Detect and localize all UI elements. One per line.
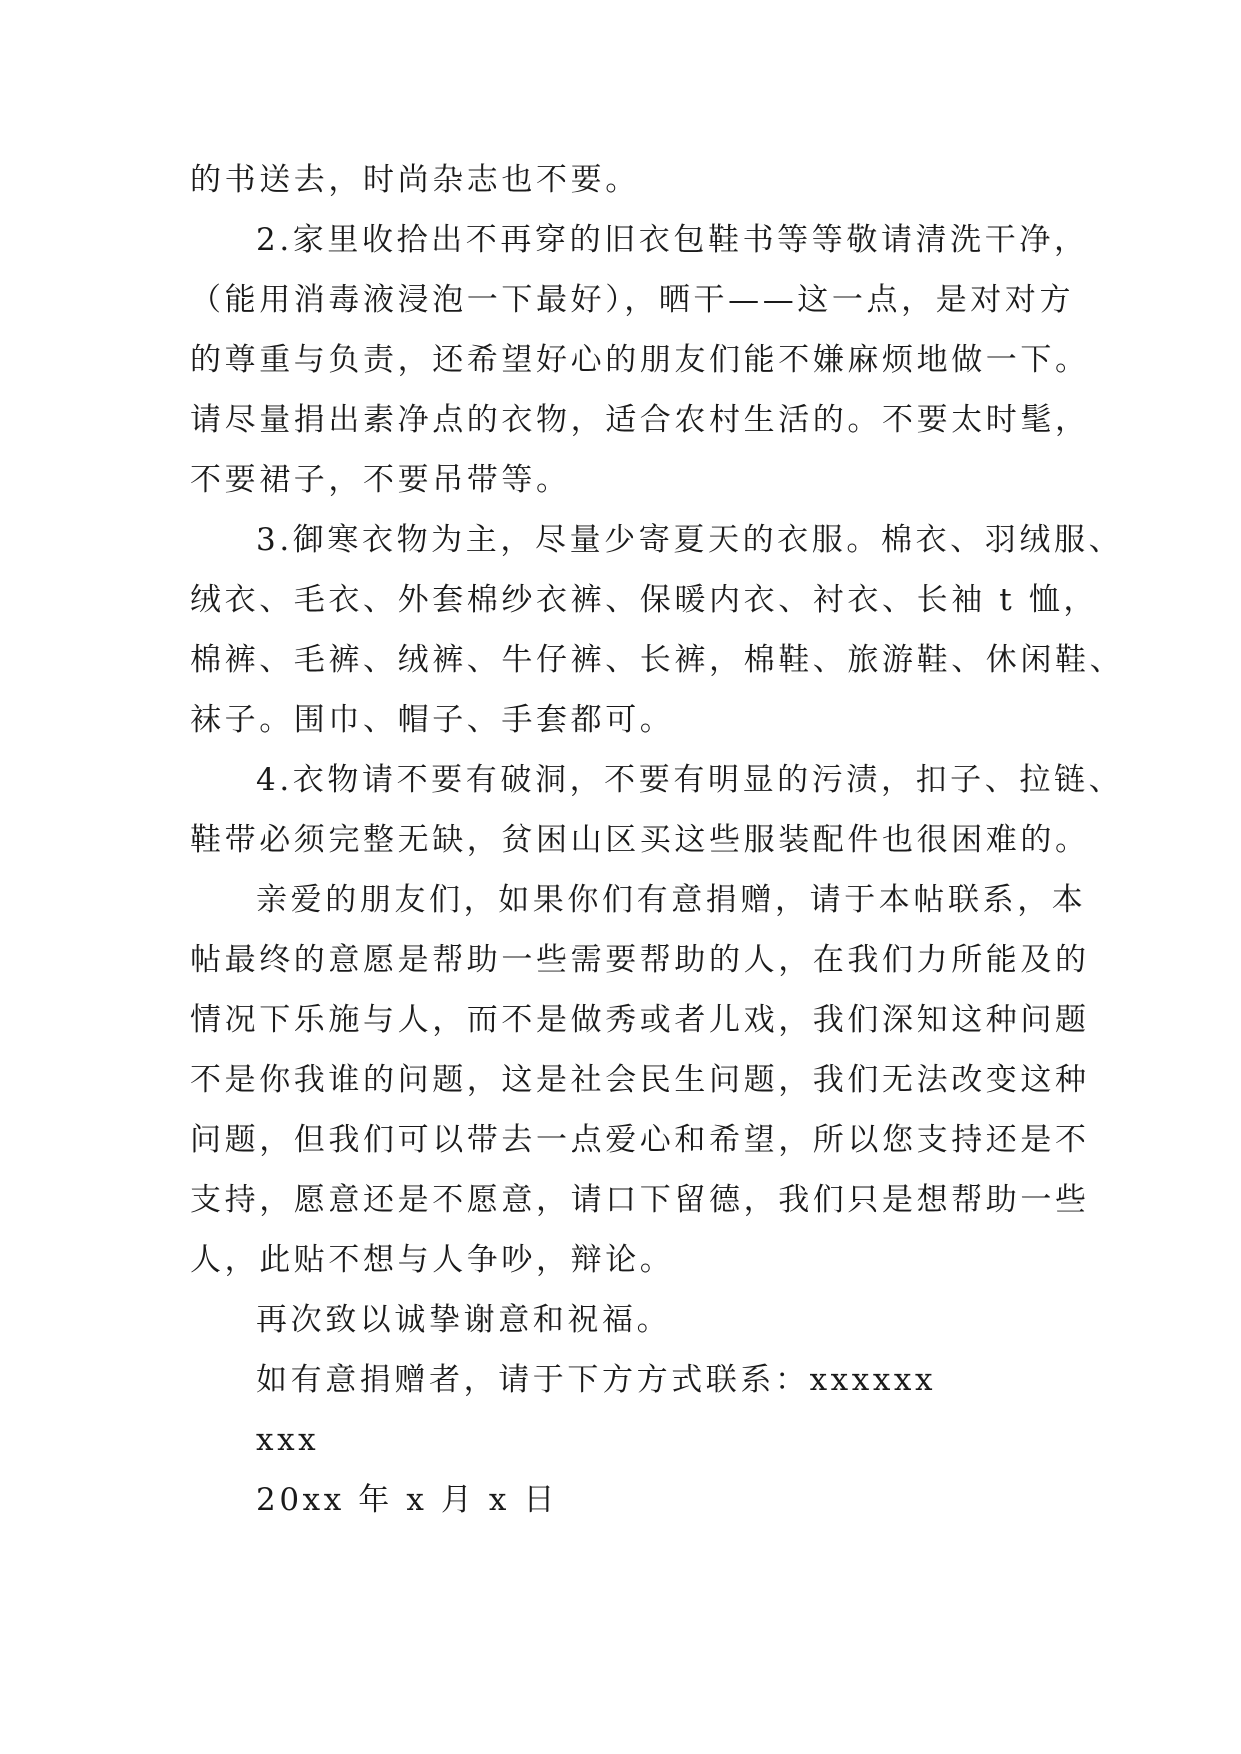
contact-line: 如有意捐赠者，请于下方方式联系：xxxxxx <box>256 1362 937 1398</box>
text-line: 人，此贴不想与人争吵，辩论。 <box>190 1242 675 1278</box>
text-line: 袜子。围巾、帽子、手套都可。 <box>190 702 675 738</box>
thanks-line: 再次致以诚挚谢意和祝福。 <box>256 1302 672 1338</box>
text-line: 情况下乐施与人，而不是做秀或者儿戏，我们深知这种问题 <box>190 1002 1090 1038</box>
text-line: 请尽量捐出素净点的衣物，适合农村生活的。不要太时髦， <box>190 402 1090 438</box>
text-line: 棉裤、毛裤、绒裤、牛仔裤、长裤，棉鞋、旅游鞋、休闲鞋、 <box>190 642 1125 678</box>
text-line: 的尊重与负责，还希望好心的朋友们能不嫌麻烦地做一下。 <box>190 342 1090 378</box>
signature-name: xxx <box>256 1422 320 1458</box>
text-line: 问题，但我们可以带去一点爱心和希望，所以您支持还是不 <box>190 1122 1090 1158</box>
list-item-4: 4.衣物请不要有破洞，不要有明显的污渍，扣子、拉链、 <box>256 762 1124 798</box>
text-line: （能用消毒液浸泡一下最好），晒干——这一点，是对对方 <box>190 282 1075 318</box>
text-line: 绒衣、毛衣、外套棉纱衣裤、保暖内衣、衬衣、长袖 t 恤， <box>190 582 1098 618</box>
text-line: 的书送去，时尚杂志也不要。 <box>190 162 640 198</box>
text-line: 不是你我谁的问题，这是社会民生问题，我们无法改变这种 <box>190 1062 1090 1098</box>
list-item-2: 2.家里收拾出不再穿的旧衣包鞋书等等敬请清洗干净， <box>256 222 1089 258</box>
list-item-3: 3.御寒衣物为主，尽量少寄夏天的衣服。棉衣、羽绒服、 <box>256 522 1124 558</box>
document-page <box>190 150 1125 1530</box>
signature-date: 20xx 年 x 月 x 日 <box>256 1482 559 1518</box>
text-line: 不要裙子，不要吊带等。 <box>190 462 571 498</box>
closing-paragraph: 亲爱的朋友们，如果你们有意捐赠，请于本帖联系，本 <box>256 882 1087 918</box>
text-line: 支持，愿意还是不愿意，请口下留德，我们只是想帮助一些 <box>190 1182 1090 1218</box>
text-line: 鞋带必须完整无缺，贫困山区买这些服装配件也很困难的。 <box>190 822 1090 858</box>
text-line: 帖最终的意愿是帮助一些需要帮助的人，在我们力所能及的 <box>190 942 1090 978</box>
